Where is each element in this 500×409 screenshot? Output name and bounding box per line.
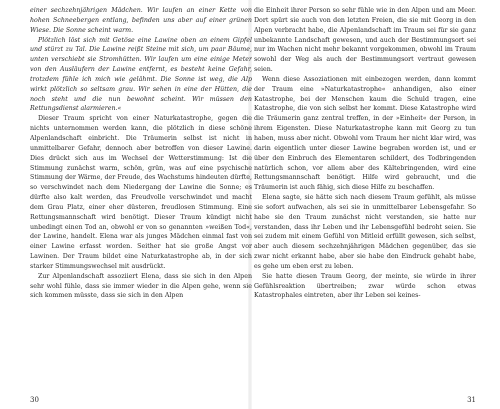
right-paragraph-2: Wenn diese Assoziationen mit einbezogen werden, dann kommt der Traum eine »Naturkatastrophe« anhandigen, also einer Katastrophe, bei der Menschen kaum die Schuld tragen, eine Katastrophe, die von sich selbst her kommt. Diese Katastrophe wird die Träumerin ganz zentral treffen, in der »Einheit« der Person, in ihrem Eigensten. Diese Naturkatastrophe kann mit Georg zu tun haben, muss aber nicht. Obwohl vom Traum her nicht klar wird, was darin eigentlich unter dieser Lawine begraben worden ist, und er über den Einbruch des Elementaren schildert, des Todbringenden natürlich schon, vor allem aber des Kältebringenden, wird eine Rettungsmannschaft benötigt. Hilfe wird gebraucht, und die Träumerin ist auch fähig, sich diese Hilfe zu beschaffen.	[254, 75, 476, 192]
right-paragraph-4: Sie hatte diesen Traum Georg, der meinte, sie würde in ihrer Gefühlsreaktion übertreiben; zwar würde schon etwas Katastrophales eintreten, aber ihr Leben sei keines-	[254, 272, 476, 300]
right-page-text	[254, 6, 476, 301]
left-paragraph-3: Dieser Traum spricht von einer Naturkatastrophe, gegen die nichts unternommen werden kann, die plötzlich in diese schöne Alpenlandschaft einbricht. Die Träumerin selbst ist nicht in unmittelbarer Gefahr, dennoch aber betroffen von dieser Lawine. Dies drückt sich aus im Wechsel der Wetterstimmung: Ist die Stimmung zunächst warm, schön, grün, was auf eine psychische Stimmung der Wärme, der Freude, des Wachstums hindeuten dürfte, so verschwindet nach dem Niedergang der Lawine die Sonne; es dürfte also kalt werden, das Freudvolle verschwindet und macht dem Grau Platz, einer eher düsteren, freudlosen Stimmung. Eine Rettungsmannschaft wird benötigt. Dieser Traum kündigt nicht unbedingt einen Tod an, obwohl er von so genannten »weißen Tod«, der Lawine, handelt. Elena war als junges Mädchen einmal fast von einer Lawine erfasst worden. Seither hat sie große Angst vor Lawinen. Der Traum bildet eine Naturkatastrophe ab, in der sich starker Stimmungswechsel mit ausdrückt.	[30, 115, 252, 270]
left-paragraph-4: Zur Alpenlandschaft assoziiert Elena, dass sie sich in den Alpen sehr wohl fühle, dass sie immer wieder in die Alpen gehe, wenn sie sich kommen müsste, dass sie sich in den Alpen	[30, 272, 252, 300]
right-paragraph-1: die Einheit ihrer Person so sehr fühle wie in den Alpen und am Meer. Dort spürt sie auch von den letzten Freien, die sie mit Georg in den Alpen verbracht habe, die Alpenlandschaft im Traum sei für sie ganz unbekannte Landschaft gewesen, und auch der Bestimmungsort sei nur im Wachen nicht mehr bekannt vorgekommen, obwohl im Traum sowohl der Weg als auch der Bestimmungsort vertraut gewesen seien.	[254, 7, 476, 74]
page-number-left: 30	[30, 396, 39, 404]
page-number-right: 31	[467, 396, 476, 404]
right-page	[254, 6, 476, 406]
left-page-text	[30, 6, 252, 301]
right-paragraph-3: Elena sagte, sie hätte sich nach diesem Traum gefühlt, als müsse sie sofort aufwachen, als sei sie in unmittelbarer Lebensgefahr. So habe sie den Traum zunächst nicht verstanden, sie hatte nur verstanden, dass ihr Leben und ihr Lebensgefühl bedroht seien. Sie sei zudem mit einem Gefühl von Mitleid erfüllt gewesen, sich selbst, aber auch diesem sechzehnjährigen Mädchen gegenüber, das sie zwar nicht erkannt habe, aber sie habe den Eindruck gehabt habe, es gehe um eben erst zu leben.	[254, 194, 476, 270]
left-paragraph-1: einer sechzehnjährigen Mädchen. Wir laufen an einer Kette von hohen Schneebergen entlang, befinden uns aber auf einer grünen Wiese. Die Sonne scheint warm.	[30, 7, 252, 34]
left-paragraph-2: Plötzlich löst sich mit Getöse eine Lawine oben an einem Gipfel und stürzt zu Tal. Die Lawine reißt Steine mit sich, um paar Bäume, unten verschiebt sie Stromhütten. Wir laufen um eine einige Meter von den Ausläufern der Lawine entfernt, es besteht keine Gefahr, trotzdem fühle ich mich wie gelähmt. Die Sonne ist weg, die Alp wirkt plötzlich so seltsam grau. Wir sehen in eine der Hütten, die noch steht und die nun bewohnt scheint. Wir müssen den Rettungsdienst alarmieren.«	[30, 36, 252, 113]
left-page	[30, 6, 252, 406]
